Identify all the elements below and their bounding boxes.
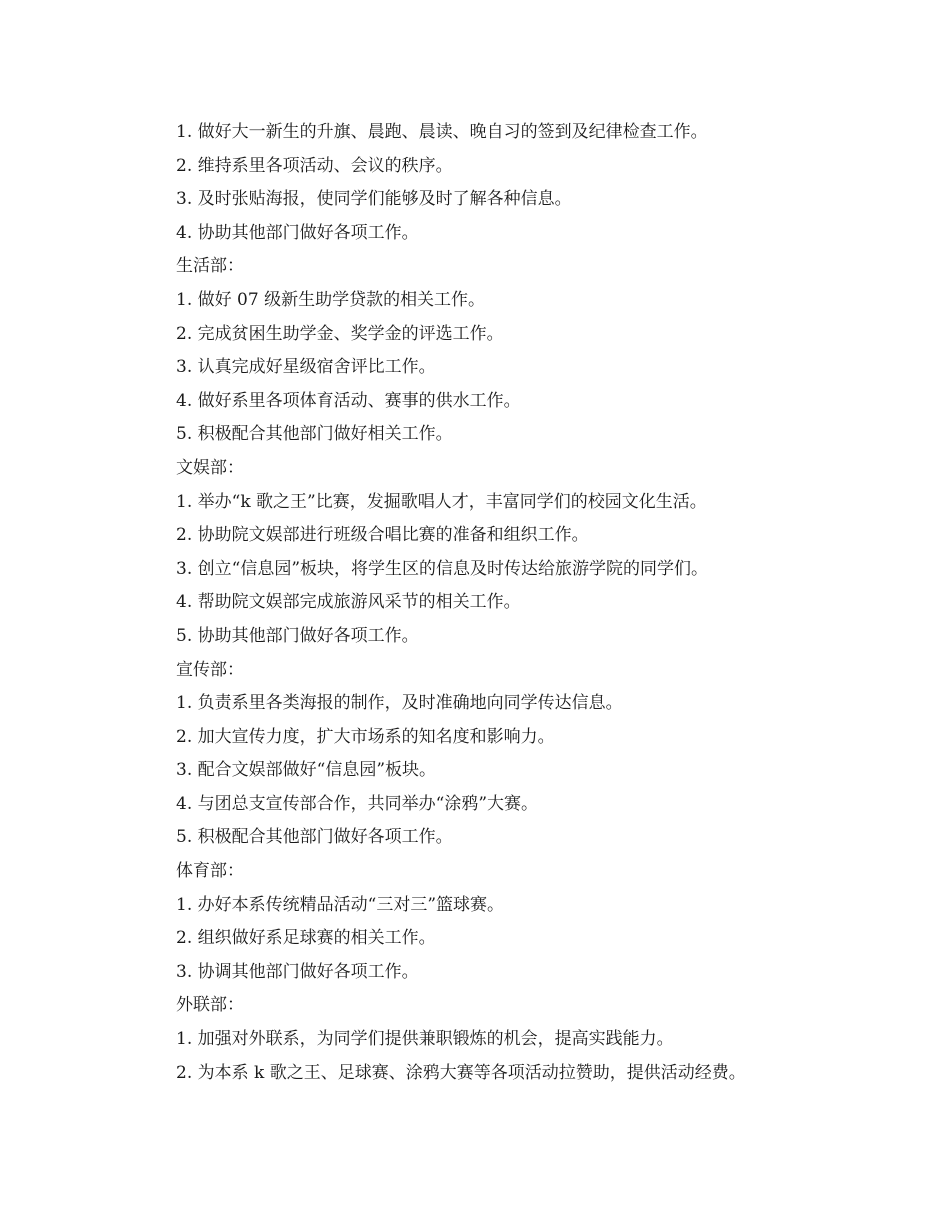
list-item: 2. 加大宣传力度，扩大市场系的知名度和影响力。 — [176, 726, 555, 747]
list-item: 4. 协助其他部门做好各项工作。 — [176, 222, 419, 243]
list-item: 1. 举办“k 歌之王”比赛，发掘歌唱人才，丰富同学们的校园文化生活。 — [176, 491, 707, 512]
list-item: 2. 为本系 k 歌之王、足球赛、涂鸦大赛等各项活动拉赞助，提供活动经费。 — [176, 1062, 746, 1083]
list-item: 5. 积极配合其他部门做好相关工作。 — [176, 424, 453, 445]
list-item: 4. 帮助院文娱部完成旅游风采节的相关工作。 — [176, 592, 521, 613]
list-item: 1. 做好大一新生的升旗、晨跑、晨读、晚自习的签到及纪律检查工作。 — [176, 122, 708, 142]
section-heading-wailian: 外联部： — [176, 995, 244, 1016]
list-item: 3. 创立“信息园”板块，将学生区的信息及时传达给旅游学院的同学们。 — [176, 558, 709, 579]
list-item: 4. 做好系里各项体育活动、赛事的供水工作。 — [176, 390, 521, 411]
list-item: 5. 协助其他部门做好各项工作。 — [176, 625, 419, 646]
list-item: 2. 协助院文娱部进行班级合唱比赛的准备和组织工作。 — [176, 525, 589, 546]
section-heading-tiyu: 体育部： — [176, 861, 244, 882]
section-heading-shenghuo: 生活部： — [176, 256, 244, 277]
section-heading-xuanchuan: 宣传部： — [176, 659, 244, 680]
list-item: 3. 及时张贴海报，使同学们能够及时了解各种信息。 — [176, 189, 572, 210]
list-item: 1. 负责系里各类海报的制作，及时准确地向同学传达信息。 — [176, 693, 623, 714]
list-item: 1. 办好本系传统精品活动“三对三”篮球赛。 — [176, 894, 505, 915]
list-item: 1. 做好 07 级新生助学贷款的相关工作。 — [176, 289, 486, 310]
list-item: 4. 与团总支宣传部合作，共同举办“涂鸦”大赛。 — [176, 793, 539, 814]
list-item: 3. 配合文娱部做好“信息园”板块。 — [176, 760, 437, 781]
document-body — [176, 116, 876, 1090]
list-item: 3. 认真完成好星级宿舍评比工作。 — [176, 357, 436, 378]
section-heading-wenyu: 文娱部： — [176, 457, 244, 478]
list-item: 3. 协调其他部门做好各项工作。 — [176, 961, 419, 982]
list-item: 5. 积极配合其他部门做好各项工作。 — [176, 827, 453, 848]
list-item: 1. 加强对外联系，为同学们提供兼职锻炼的机会，提高实践能力。 — [176, 1029, 674, 1050]
list-item: 2. 组织做好系足球赛的相关工作。 — [176, 928, 436, 949]
list-item: 2. 维持系里各项活动、会议的秩序。 — [176, 155, 453, 176]
list-item: 2. 完成贫困生助学金、奖学金的评选工作。 — [176, 323, 504, 344]
